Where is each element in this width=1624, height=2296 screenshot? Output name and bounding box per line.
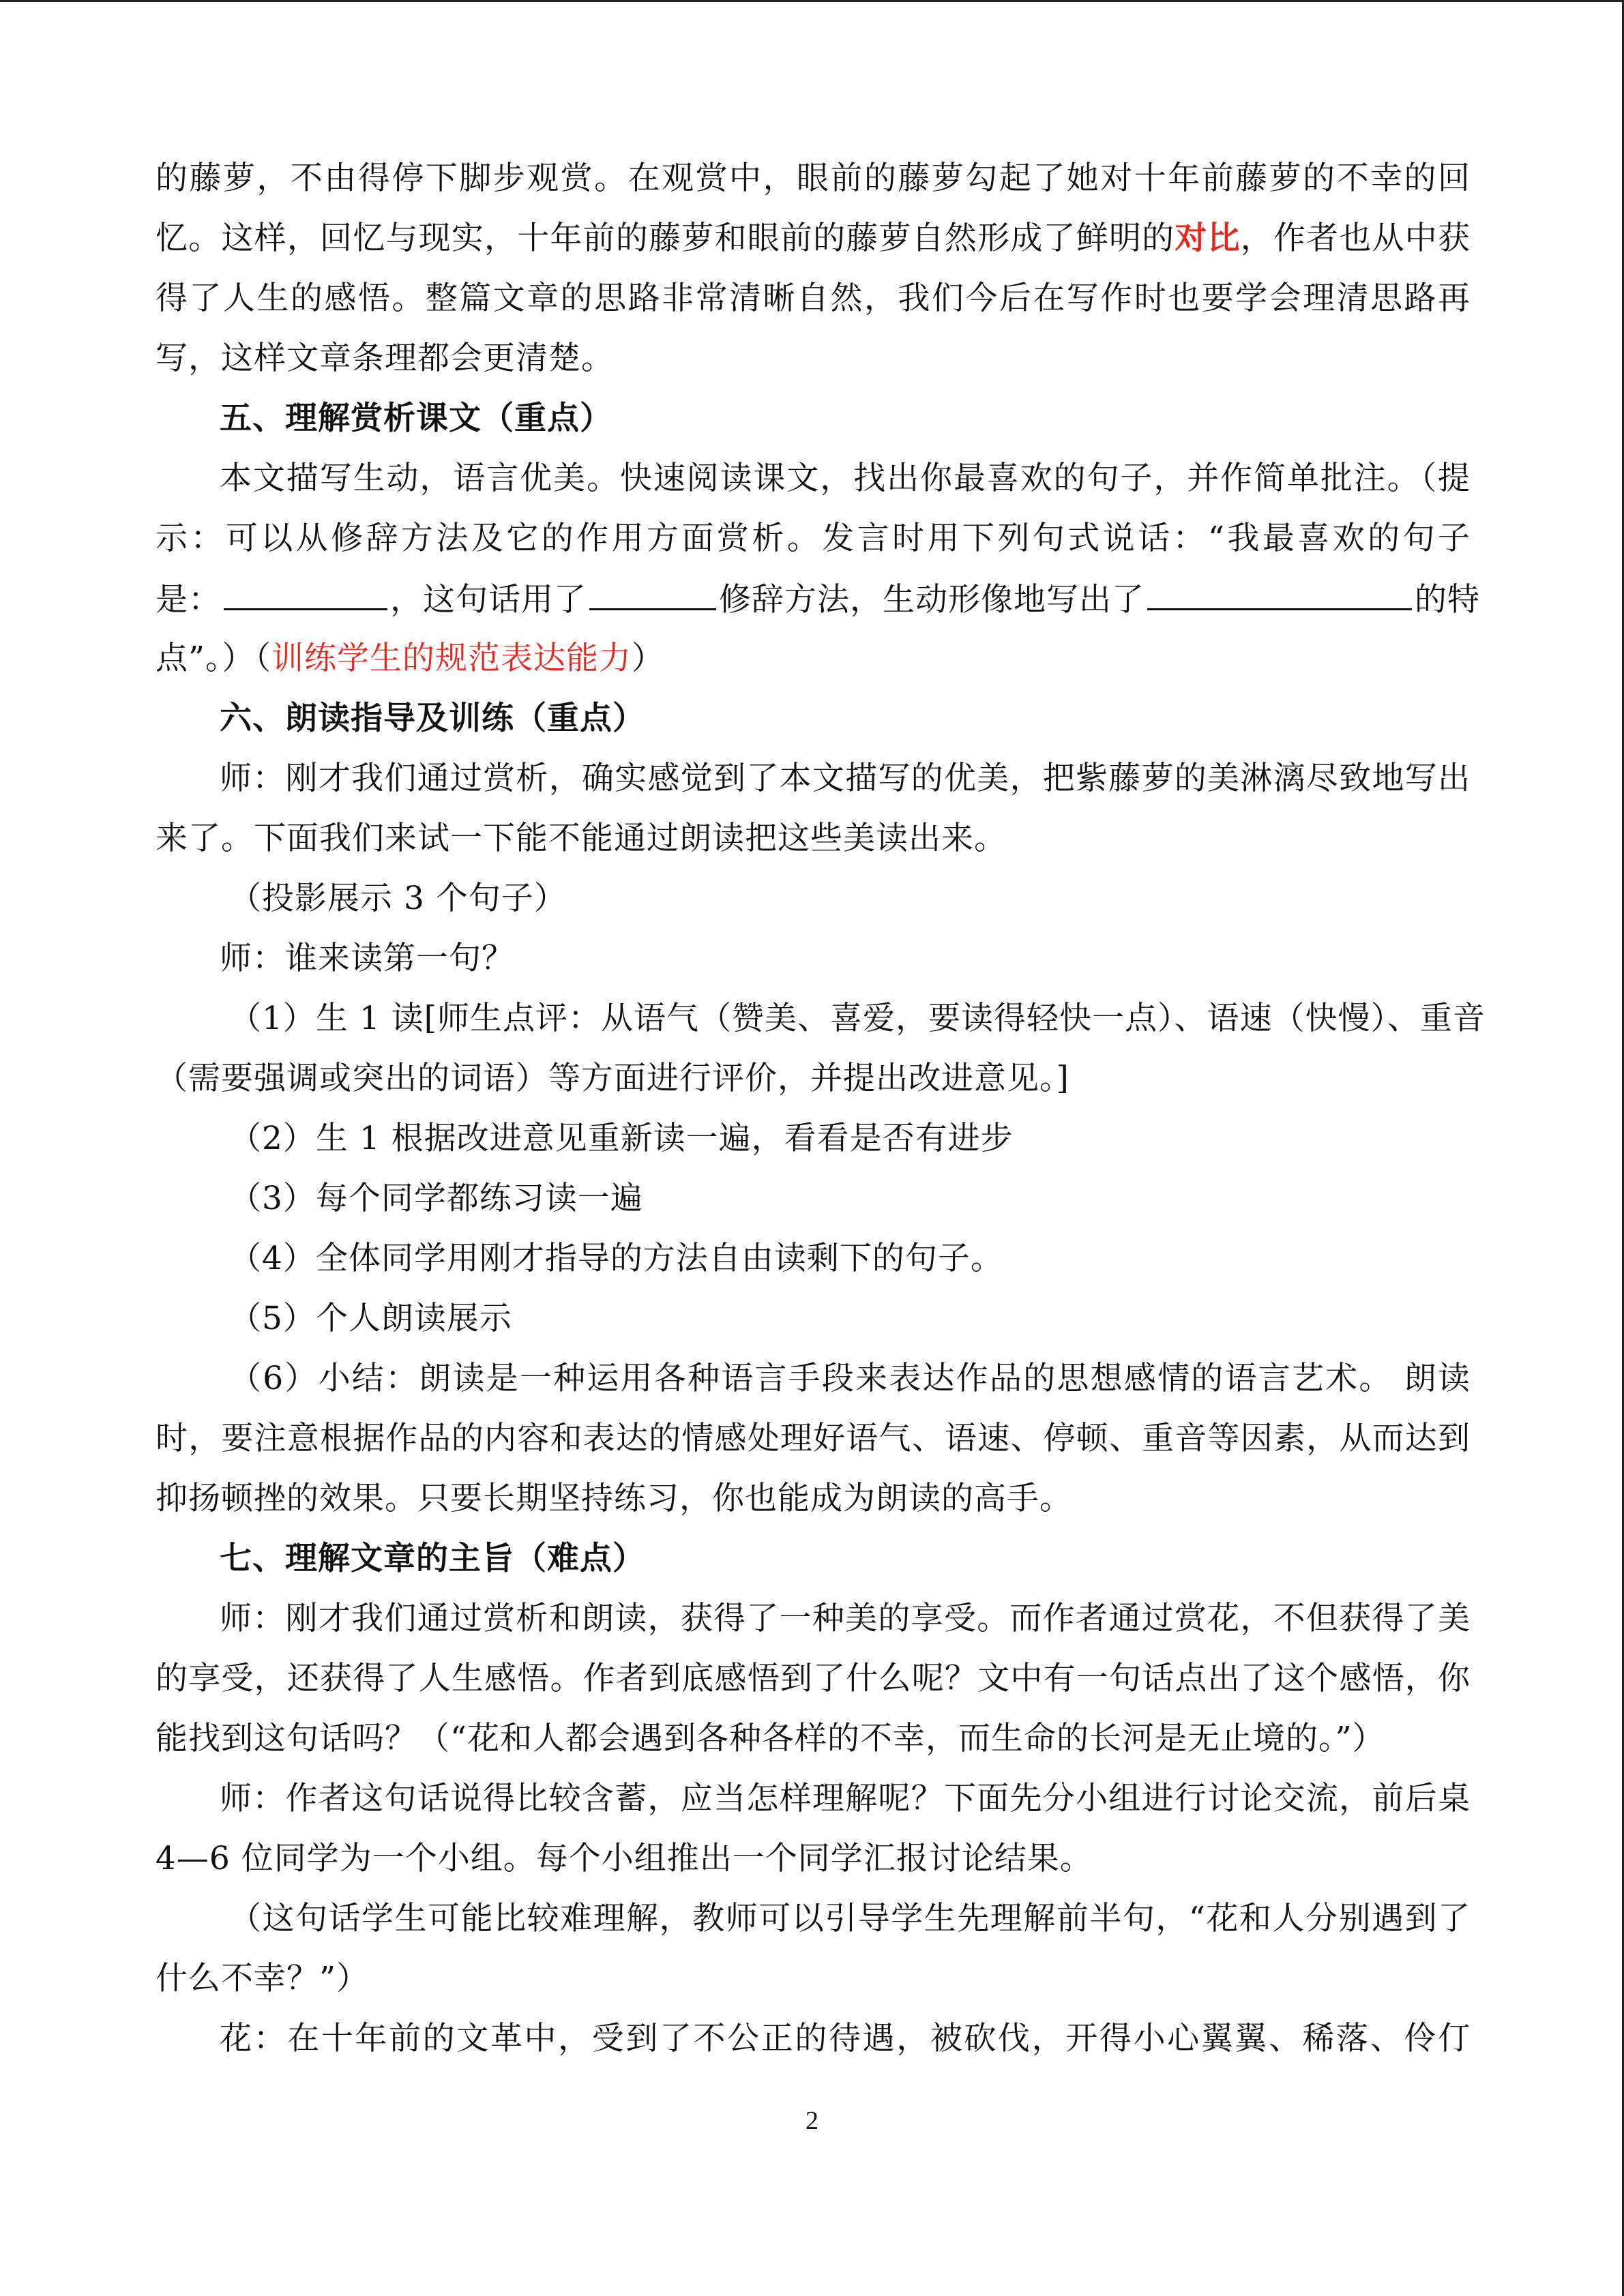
paragraph-line: （4）全体同学用刚才指导的方法自由读剩下的句子。 — [229, 1240, 1003, 1277]
paragraph-line: （1）生 1 读[师生点评：从语气（赞美、喜爱，要读得轻快一点）、语速（快慢）、重音 — [229, 1000, 1486, 1037]
paragraph-line: 师：刚才我们通过赏析，确实感觉到了本文描写的优美，把紫藤萝的美淋漓尽致地写出 — [220, 760, 1471, 797]
paragraph-line: 4—6 位同学为一个小组。每个小组推出一个同学汇报讨论结果。 — [156, 1840, 1093, 1877]
paragraph-line: （5）个人朗读展示 — [229, 1300, 512, 1337]
paragraph-line: （投影展示 3 个句子） — [229, 880, 567, 917]
text-span: ） — [632, 640, 665, 677]
paragraph-line: 花：在十年前的文革中，受到了不公正的待遇，被砍伐，开得小心翼翼、稀落、伶仃 — [220, 2020, 1471, 2057]
paragraph-line: 抑扬顿挫的效果。只要长期坚持练习，你也能成为朗读的高手。 — [156, 1480, 1072, 1517]
paragraph-line: 写，这样文章条理都会更清楚。 — [156, 340, 614, 377]
text-span: ，这句话用了 — [390, 581, 587, 618]
paragraph-line: 的藤萝，不由得停下脚步观赏。在观赏中，眼前的藤萝勾起了她对十年前藤萝的不幸的回 — [156, 160, 1471, 197]
page-number: 2 — [806, 2106, 818, 2135]
text-span: ，作者也从中获 — [1240, 220, 1471, 257]
section-heading-5: 五、理解赏析课文（重点） — [220, 400, 612, 437]
paragraph-line: 得了人生的感悟。整篇文章的思路非常清晰自然，我们今后在写作时也要学会理清思路再 — [156, 280, 1471, 317]
paragraph-line: （2）生 1 根据改进意见重新读一遍，看看是否有进步 — [229, 1120, 1014, 1157]
paragraph-line: （需要强调或突出的词语）等方面进行评价，并提出改进意见。] — [156, 1060, 1069, 1097]
paragraph-line: 师：谁来读第一句？ — [220, 940, 514, 977]
paragraph-line: 时，要注意根据作品的内容和表达的情感处理好语气、语速、停顿、重音等因素，从而达到 — [156, 1420, 1471, 1457]
paragraph-line: 能找到这句话吗？（“花和人都会遇到各种各样的不幸，而生命的长河是无止境的。”） — [156, 1720, 1385, 1757]
fill-in-sentence-line — [156, 578, 1480, 619]
paragraph-line — [156, 638, 664, 679]
blank-feature — [1147, 578, 1412, 610]
blank-sentence — [224, 578, 387, 610]
text-span: 忆。这样，回忆与现实，十年前的藤萝和眼前的藤萝自然形成了鲜明的 — [156, 220, 1175, 257]
paragraph-line: （这句话学生可能比较难理解，教师可以引导学生先理解前半句，“花和人分别遇到了 — [229, 1900, 1471, 1937]
paragraph-line: 什么不幸？”） — [156, 1960, 370, 1997]
text-span: 修辞方法，生动形像地写出了 — [719, 581, 1145, 618]
paragraph-line: 来了。下面我们来试一下能不能通过朗读把这些美读出来。 — [156, 820, 1007, 857]
blank-rhetoric — [589, 578, 716, 610]
paragraph-line: 师：刚才我们通过赏析和朗读，获得了一种美的享受。而作者通过赏花，不但获得了美 — [220, 1600, 1471, 1637]
paragraph-line: （3）每个同学都练习读一遍 — [229, 1180, 643, 1217]
paragraph-line: （6）小结：朗读是一种运用各种语言手段来表达作品的思想感情的语言艺术。 朗读 — [229, 1360, 1471, 1397]
text-span: 点”。）（ — [156, 640, 272, 677]
teaching-note: 训练学生的规范表达能力 — [271, 640, 632, 677]
text-span: 是： — [156, 581, 221, 618]
paragraph-line — [156, 218, 1471, 259]
section-heading-7: 七、理解文章的主旨（难点） — [220, 1540, 645, 1577]
paragraph-line: 的享受，还获得了人生感悟。作者到底感悟到了什么呢？文中有一句话点出了这个感悟，你 — [156, 1660, 1471, 1697]
highlight-contrast: 对比 — [1175, 220, 1241, 257]
paragraph-line: 本文描写生动，语言优美。快速阅读课文，找出你最喜欢的句子，并作简单批注。（提 — [220, 460, 1471, 497]
paragraph-line: 示：可以从修辞方法及它的作用方面赏析。发言时用下列句式说话：“我最喜欢的句子 — [156, 520, 1471, 557]
section-heading-6: 六、朗读指导及训练（重点） — [220, 700, 645, 737]
text-span: 的特 — [1415, 581, 1480, 618]
paragraph-line: 师：作者这句话说得比较含蓄，应当怎样理解呢？下面先分小组进行讨论交流，前后桌 — [220, 1780, 1471, 1817]
